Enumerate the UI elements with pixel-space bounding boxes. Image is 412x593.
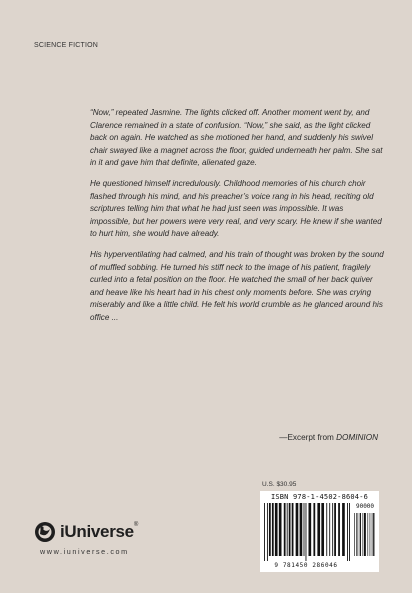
- price-addon-number: 90000: [355, 503, 375, 510]
- barcode-bar: [287, 503, 288, 556]
- addon-barcode-bars: [354, 513, 376, 561]
- barcode-bar: [292, 503, 294, 556]
- barcode-bar: [342, 503, 345, 556]
- isbn-number: ISBN 978-1-4502-8604-6: [270, 493, 369, 501]
- barcode-bar: [279, 503, 282, 556]
- barcode-bar: [347, 503, 348, 561]
- excerpt-credit: [279, 433, 378, 442]
- barcode-bar: [284, 503, 286, 556]
- genre-label: SCIENCE FICTION: [34, 42, 99, 49]
- barcode-bar: [329, 503, 330, 556]
- barcode-bar: [267, 503, 268, 561]
- barcode-bar: [289, 503, 291, 556]
- barcode-bar: [370, 513, 371, 556]
- barcode-bar: [304, 503, 305, 556]
- excerpt-paragraph-1: “Now,” repeated Jasmine. The lights clicked off. Another moment went by, and Clarence remained in a state of confusion. “Now,” she said, as the light clicked back on again. He watched as she motioned her hand, and suddenly his swivel chair swayed like a magnet across the floor, guided underneath her palm. She sat in it and gave him that definite, alienated gaze.: [90, 108, 383, 168]
- barcode-bar: [364, 513, 366, 556]
- barcode-bar: [296, 503, 299, 556]
- barcode-bar: [306, 503, 307, 561]
- barcode-bar: [363, 513, 364, 556]
- publisher-name: iUniverse®: [60, 522, 138, 541]
- barcode-bar: [269, 503, 271, 556]
- barcode-bar: [332, 503, 333, 556]
- barcode-bar: [326, 503, 327, 556]
- barcode-bar: [356, 513, 357, 556]
- iuniverse-swirl-icon: [34, 521, 56, 543]
- ean-barcode-bars: [264, 503, 352, 561]
- price-label: U.S. $30.95: [262, 481, 297, 488]
- barcode-bar: [313, 503, 315, 556]
- isbn-barcode: [260, 491, 379, 572]
- book-excerpt: [90, 107, 385, 333]
- barcode-bar: [275, 503, 278, 556]
- excerpt-paragraph-3: His hyperventilating had calmed, and his train of thought was broken by the sound of muffled sobbing. He turned his stiff neck to the image of his patient, fragilely curled into a fetal position on the floor. He watched the small of her back quiver and heave like his heart had in his chest only moments before. She was crying miserably and like a little child. He felt his world crumble as he glanced around his office ...: [90, 249, 384, 322]
- publisher-logo: [34, 521, 138, 543]
- barcode-bar: [334, 503, 336, 556]
- publisher-url: www.iuniverse.com: [40, 547, 129, 556]
- barcode-bar: [300, 503, 303, 556]
- barcode-bar: [338, 503, 340, 556]
- barcode-bar: [358, 513, 359, 556]
- barcode-bar: [264, 503, 265, 561]
- barcode-bar: [372, 513, 373, 556]
- barcode-bar: [272, 503, 274, 556]
- barcode-bar: [360, 513, 361, 556]
- credit-book-title: DOMINION: [336, 433, 378, 442]
- barcode-bar: [308, 503, 311, 556]
- barcode-bar: [354, 513, 355, 556]
- barcode-bar: [321, 503, 324, 556]
- barcode-bar: [373, 513, 374, 556]
- credit-prefix: —Excerpt from: [279, 433, 337, 442]
- barcode-bar: [367, 513, 368, 556]
- ean-number: 9 781450 286046: [274, 562, 338, 569]
- barcode-bar: [349, 503, 350, 561]
- excerpt-paragraph-2: He questioned himself incredulously. Childhood memories of his church choir flashed through his mind, and his preacher’s voice rang in his head, reciting old scriptures telling him that what he had just seen was impossible. It was impossible, but her powers were very real, and very scary. He knew if she wanted to hurt him, she would have already.: [90, 178, 382, 239]
- barcode-bar: [317, 503, 320, 556]
